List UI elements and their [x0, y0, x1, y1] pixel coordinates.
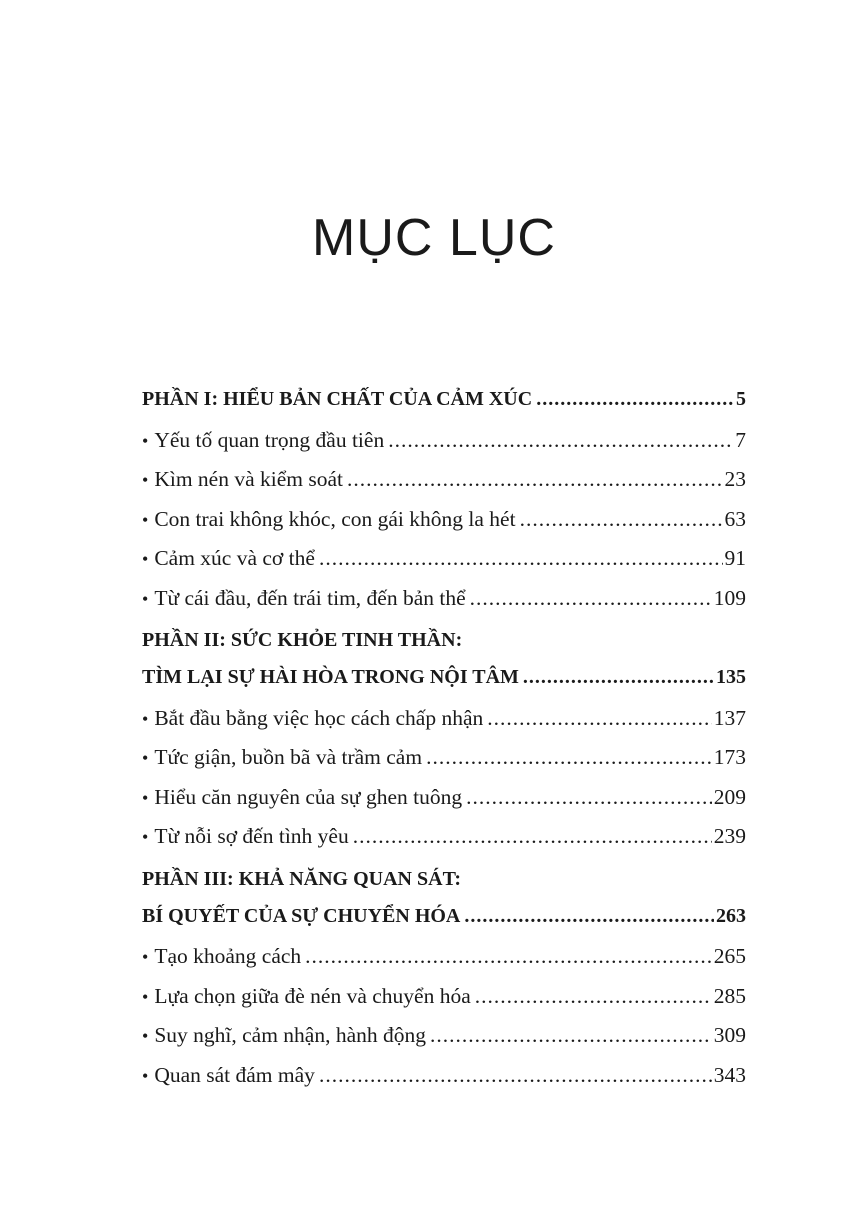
bullet-icon: •: [142, 947, 149, 967]
bullet-icon: •: [142, 986, 149, 1007]
toc-part-title: TÌM LẠI SỰ HÀI HÒA TRONG NỘI TÂM: [142, 666, 519, 688]
toc-page-number: 137: [713, 705, 746, 730]
toc-part-3-heading-line2[interactable]: [142, 905, 746, 945]
toc-item[interactable]: [142, 1023, 746, 1063]
toc-item[interactable]: [142, 428, 746, 468]
dot-leader: [347, 467, 723, 492]
toc-page-number: 265: [713, 944, 746, 968]
toc-item-label: Kìm nén và kiểm soát: [154, 467, 343, 491]
page-title: MỤC LỤC: [312, 209, 556, 267]
toc-page-number: 263: [716, 904, 746, 927]
dot-leader: [353, 824, 712, 849]
toc-part-3-heading-line1[interactable]: [142, 868, 746, 905]
toc-page-number: 63: [724, 506, 746, 531]
toc-part-1-heading[interactable]: [142, 388, 746, 428]
bullet-icon: •: [142, 1065, 149, 1086]
bullet-icon: •: [142, 509, 149, 530]
bullet-icon: •: [142, 1026, 149, 1046]
toc-item-label: Quan sát đám mây: [154, 1062, 315, 1087]
dot-leader: [464, 905, 714, 928]
toc-part-title: PHẦN II: SỨC KHỎE TINH THẦN:: [142, 629, 463, 651]
toc-item[interactable]: [142, 706, 746, 746]
dot-leader: [470, 586, 712, 611]
dot-leader: [487, 706, 712, 731]
toc-page-number: 135: [716, 666, 746, 688]
toc-page-number: 309: [713, 1023, 746, 1047]
toc-page-number: 285: [713, 983, 746, 1008]
bullet-icon: •: [142, 549, 149, 569]
toc-item[interactable]: [142, 586, 746, 626]
dot-leader: [305, 944, 712, 969]
dot-leader: [520, 507, 723, 532]
toc-part-2-heading-line2[interactable]: [142, 666, 746, 706]
bullet-icon: •: [142, 787, 149, 808]
toc-page-number: 209: [713, 784, 746, 809]
toc-item[interactable]: [142, 824, 746, 864]
toc-item-label: Suy nghĩ, cảm nhận, hành động: [154, 1023, 427, 1047]
bullet-icon: •: [142, 430, 149, 451]
toc-item-label: Bắt đầu bằng việc học cách chấp nhận: [154, 705, 484, 730]
toc-item-label: Yếu tố quan trọng đầu tiên: [154, 427, 385, 452]
toc-item[interactable]: [142, 467, 746, 507]
toc-item-label: Tạo khoảng cách: [154, 944, 302, 968]
table-of-contents: [142, 388, 746, 1102]
dot-leader: [430, 1023, 712, 1048]
toc-item[interactable]: [142, 944, 746, 984]
bullet-icon: •: [142, 588, 149, 609]
toc-item[interactable]: [142, 1063, 746, 1103]
bullet-icon: •: [142, 708, 149, 729]
bullet-icon: •: [142, 827, 149, 847]
toc-page-number: 343: [713, 1062, 746, 1087]
toc-page-number: 23: [724, 467, 746, 491]
dot-leader: [475, 984, 712, 1009]
bullet-icon: •: [142, 748, 149, 768]
toc-page-number: 109: [713, 585, 746, 610]
toc-part-title: PHẦN III: KHẢ NĂNG QUAN SÁT:: [142, 867, 462, 890]
toc-item-label: Từ nỗi sợ đến tình yêu: [154, 824, 349, 848]
toc-part-title: BÍ QUYẾT CỦA SỰ CHUYỂN HÓA: [142, 904, 461, 927]
dot-leader: [319, 546, 723, 571]
bullet-icon: •: [142, 470, 149, 490]
toc-item[interactable]: [142, 507, 746, 547]
toc-item-label: Từ cái đầu, đến trái tim, đến bản thể: [154, 585, 466, 610]
dot-leader: [466, 785, 712, 810]
dot-leader: [536, 388, 734, 411]
toc-page-number: 5: [736, 388, 746, 410]
toc-item[interactable]: [142, 785, 746, 825]
toc-page-number: 239: [713, 824, 746, 848]
toc-item-label: Con trai không khóc, con gái không la hét: [154, 506, 516, 531]
toc-item[interactable]: [142, 546, 746, 586]
toc-part-2-heading-line1[interactable]: [142, 629, 746, 666]
dot-leader: [319, 1063, 712, 1088]
dot-leader: [426, 745, 712, 770]
dot-leader: [523, 666, 714, 689]
toc-item-label: Cảm xúc và cơ thể: [154, 546, 315, 570]
toc-item-label: Lựa chọn giữa đè nén và chuyển hóa: [154, 983, 471, 1008]
toc-page-number: 91: [724, 546, 746, 570]
toc-item[interactable]: [142, 745, 746, 785]
toc-part-title: PHẦN I: HIỂU BẢN CHẤT CỦA CẢM XÚC: [142, 388, 533, 410]
toc-item-label: Hiểu căn nguyên của sự ghen tuông: [154, 784, 463, 809]
toc-page-number: 7: [735, 427, 746, 452]
toc-item[interactable]: [142, 984, 746, 1024]
dot-leader: [388, 428, 733, 453]
toc-item-label: Tức giận, buồn bã và trầm cảm: [154, 745, 423, 769]
toc-page-number: 173: [713, 745, 746, 769]
